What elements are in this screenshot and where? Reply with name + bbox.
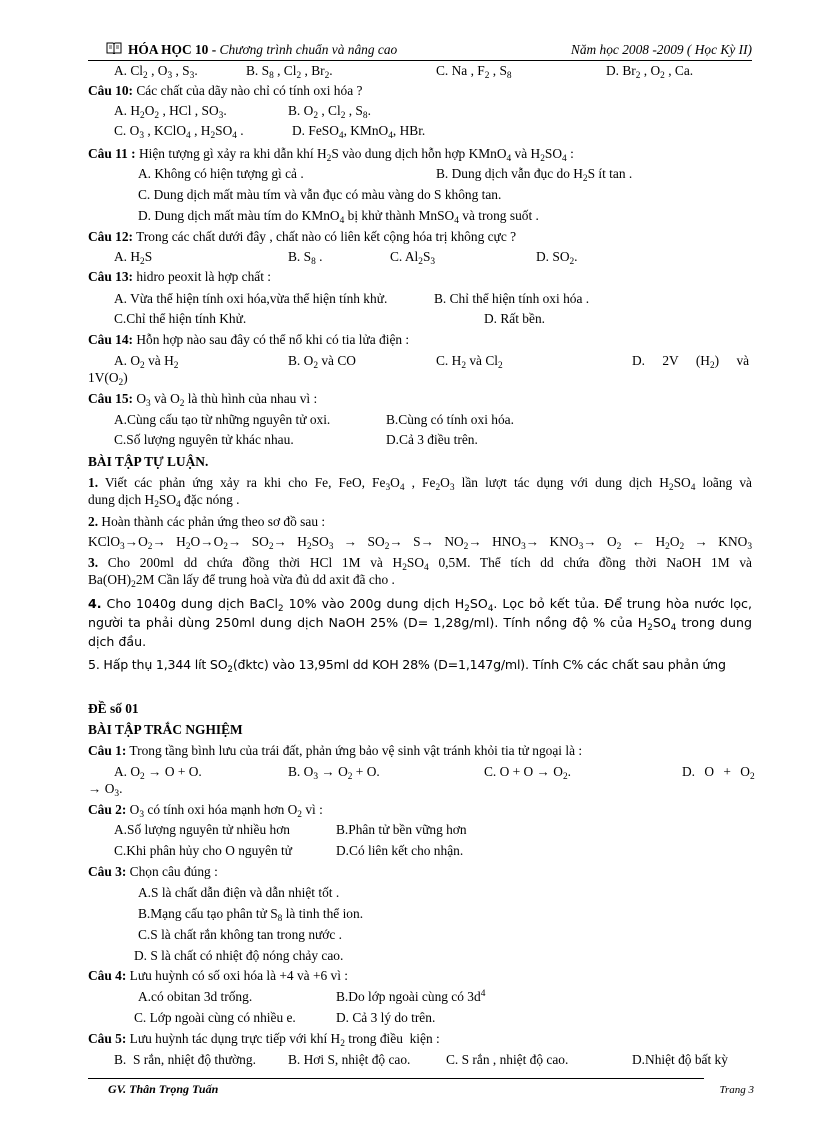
mc-question-2: Câu 2: $O_3$ có tính oxi hóa mạnh hơn $O_2$ vì :	[88, 802, 323, 820]
exercise-2: 2. Hoàn thành các phản ứng theo sơ đồ sau :	[88, 514, 326, 529]
question-11: Câu 11 : Hiện tượng gì xảy ra khi dẫn khí $H_2S$ vào dung dịch hỗn hợp KMnO$_4$ và $H_2SO_4$ :	[88, 146, 574, 164]
q10-option-b: B. $O_2$ , $Cl_2$ , $S_8$.	[288, 103, 371, 121]
q10-option-a: A. $H_2O_2$ , HCl , $SO_3$.	[114, 103, 227, 121]
q13-option-b: B. Chỉ thể hiện tính oxi hóa .	[434, 291, 590, 306]
question-14: Câu 14: Hỗn hợp nào sau đây có thể nổ khi có tia lửa điện :	[88, 332, 410, 347]
mc1-option-b: B. $O_3 \to O_2 + O$.	[288, 764, 380, 782]
q9-option-a: A. $Cl_2$ , $O_3$ , $S_3$.	[114, 63, 198, 81]
mc1-option-d-cont: → $O_3$.	[88, 781, 123, 799]
q15-option-a: A.Cùng cấu tạo từ những nguyên tử oxi.	[114, 412, 331, 427]
question-13: Câu 13: hidro peoxit là hợp chất :	[88, 269, 271, 284]
q12-option-d: D. $SO_2$.	[536, 249, 578, 267]
q9-option-c: C. Na , $F_2$ , $S_8$	[436, 63, 512, 81]
q12-option-c: C. $Al_2S_3$	[390, 249, 436, 267]
q13-option-a: A. Vừa thể hiện tính oxi hóa,vừa thể hiện tính khử.	[114, 291, 388, 306]
mc3-option-d: D. S là chất có nhiệt độ nóng chảy cao.	[134, 948, 344, 963]
q14-option-a: A. $O_2$ và $H_2$	[114, 353, 179, 371]
book-icon	[106, 42, 122, 54]
mc-question-5: Câu 5: Lưu huỳnh tác dụng trực tiếp với khí $H_2$ trong điều kiện :	[88, 1031, 440, 1049]
header-title: HÓA HỌC 10 - Chương trình chuẩn và nâng cao	[128, 42, 398, 57]
footer-page-number: Trang 3	[719, 1084, 754, 1096]
exercise-4-line-1: 4. Cho 1040g dung dịch BaCl$_2$ 10% vào 200g dung dịch $H_2SO_4$. Lọc bỏ kết tủa. Để trung hòa nước lọc,	[88, 596, 752, 614]
mc3-option-a: A.S là chất dẫn điện và dẫn nhiệt tốt .	[138, 885, 340, 900]
page-header	[88, 40, 752, 61]
footer-author: GV. Thân Trọng Tuấn	[108, 1082, 219, 1096]
mc5-option-d: D.Nhiệt độ bất kỳ	[632, 1052, 728, 1067]
multiple-choice-section-title: BÀI TẬP TRẮC NGHIỆM	[88, 722, 243, 737]
question-10: Câu 10: Các chất của dãy nào chỉ có tính oxi hóa ?	[88, 83, 363, 98]
mc1-option-c: C. $O + O \to O_2$.	[484, 764, 572, 782]
mc1-option-a: A. $O_2 \to O + O$.	[114, 764, 202, 782]
mc5-option-a: B. S rắn, nhiệt độ thường.	[114, 1052, 256, 1067]
mc2-option-a: A.Số lượng nguyên tử nhiều hơn	[114, 822, 290, 837]
q15-option-c: C.Số lượng nguyên tử khác nhau.	[114, 432, 294, 447]
footer-rule	[88, 1078, 704, 1079]
exam-number-title: ĐỀ số 01	[88, 701, 139, 716]
mc2-option-d: D.Có liên kết cho nhận.	[336, 843, 464, 858]
question-15: Câu 15: $O_3$ và $O_2$ là thù hình của nhau vì :	[88, 391, 318, 409]
q15-option-d: D.Cả 3 điều trên.	[386, 432, 478, 447]
mc5-option-c: C. S rắn , nhiệt độ cao.	[446, 1052, 569, 1067]
exercise-4-line-3: dịch đầu.	[88, 634, 147, 649]
exercise-4-line-2: người ta phải dùng 250ml dung dịch NaOH 25% (D= 1,28g/ml). Tính nồng độ % của $H_2SO_4$ trong dung	[88, 615, 752, 633]
exercise-1-line-1: 1. Viết các phản ứng xảy ra khi cho Fe, FeO, $Fe_3O_4$ , $Fe_2O_3$ lần lượt tác dụng với dung dịch $H_2SO_4$ loãng và	[88, 475, 752, 493]
q14-option-b: B. $O_2$ và CO	[288, 353, 356, 371]
q9-option-b: B. $S_8$ , $Cl_2$ , $Br_2$.	[246, 63, 333, 81]
exercise-1-line-2: dung dịch $H_2SO_4$ đặc nóng .	[88, 492, 240, 510]
essay-section-title: BÀI TẬP TỰ LUẬN.	[88, 454, 209, 469]
q13-option-c: C.Chỉ thể hiện tính Khử.	[114, 311, 247, 326]
exercise-5: 5. Hấp thụ 1,344 lít $SO_2(đktc)$ vào 13,95ml dd KOH 28% (D=1,147g/ml). Tính C% các chất sau phản ứng	[88, 657, 726, 675]
exercise-2-reaction-chain: $KClO_3\to O_2\to H_2O\to O_2\to SO_2\to H_2SO_3 \to SO_2\to S\to NO_2\to HNO_3\to KNO_3\to O_2$ ← $H_2O_2 \to KNO_3$	[88, 534, 752, 552]
mc3-option-b: B.Mạng cấu tạo phân tử $S_8$ là tinh thể ion.	[138, 906, 364, 924]
q15-option-b: B.Cùng có tính oxi hóa.	[386, 412, 514, 427]
mc5-option-b: B. Hơi S, nhiệt độ cao.	[288, 1052, 411, 1067]
q11-option-b: B. Dung dịch vẫn đục do $H_2S$ ít tan .	[436, 166, 633, 184]
exercise-3-line-2: $Ba(OH)_22M$ Cần lấy để trung hoà vừa đủ dd axit đã cho .	[88, 572, 395, 590]
mc4-option-a: A.có obitan 3d trống.	[138, 989, 253, 1004]
mc3-option-c: C.S là chất rắn không tan trong nước .	[138, 927, 342, 942]
q12-option-a: A. $H_2S$	[114, 249, 153, 267]
q12-option-b: B. $S_8$ .	[288, 249, 323, 267]
q11-option-a: A. Không có hiện tượng gì cả .	[138, 166, 304, 181]
mc2-option-c: C.Khi phân hủy cho O nguyên tử	[114, 843, 292, 858]
mc-question-4: Câu 4: Lưu huỳnh có số oxi hóa là +4 và +6 vì :	[88, 968, 349, 983]
q10-option-c: C. $O_3$ , KClO$_4$ , $H_2SO_4$ .	[114, 123, 244, 141]
q14-option-d-cont: $1V(O_2)$	[88, 370, 128, 388]
q13-option-d: D. Rất bền.	[484, 311, 545, 326]
q11-option-d: D. Dung dịch mất màu tím do KMnO$_4$ bị khử thành MnSO$_4$ và trong suốt .	[138, 208, 539, 226]
q14-option-d: D. 2V $(H_2)$ và	[632, 353, 750, 371]
q14-option-c: C. $H_2$ và $Cl_2$	[436, 353, 503, 371]
mc4-option-c: C. Lớp ngoài cùng có nhiều e.	[134, 1010, 296, 1025]
mc-question-1: Câu 1: Trong tầng bình lưu của trái đất, phản ứng bảo vệ sinh vật tránh khỏi tia tử ngoại là :	[88, 743, 583, 758]
q9-option-d: D. $Br_2$ , $O_2$ , Ca.	[606, 63, 694, 81]
mc4-option-d: D. Cả 3 lý do trên.	[336, 1010, 436, 1025]
mc1-option-d: D. $O + O_2$	[682, 764, 755, 782]
mc-question-3: Câu 3: Chọn câu đúng :	[88, 864, 218, 879]
q10-option-d: D. FeSO$_4$, KMnO$_4$, HBr.	[292, 123, 426, 141]
question-12: Câu 12: Trong các chất dưới đây , chất nào có liên kết cộng hóa trị không cực ?	[88, 229, 517, 244]
mc2-option-b: B.Phân tử bền vững hơn	[336, 822, 467, 837]
mc4-option-b: B.Do lớp ngoài cùng có $3d^4$	[336, 989, 486, 1004]
exercise-3-line-1: 3. Cho 200ml dd chứa đồng thời HCl 1M và $H_2SO_4$ 0,5M. Thể tích dd chứa đồng thời NaOH 1M và	[88, 555, 752, 573]
header-school-year: Năm học 2008 -2009 ( Học Kỳ II)	[570, 42, 752, 57]
q11-option-c: C. Dung dịch mất màu tím và vẫn đục có màu vàng do S không tan.	[138, 187, 502, 202]
